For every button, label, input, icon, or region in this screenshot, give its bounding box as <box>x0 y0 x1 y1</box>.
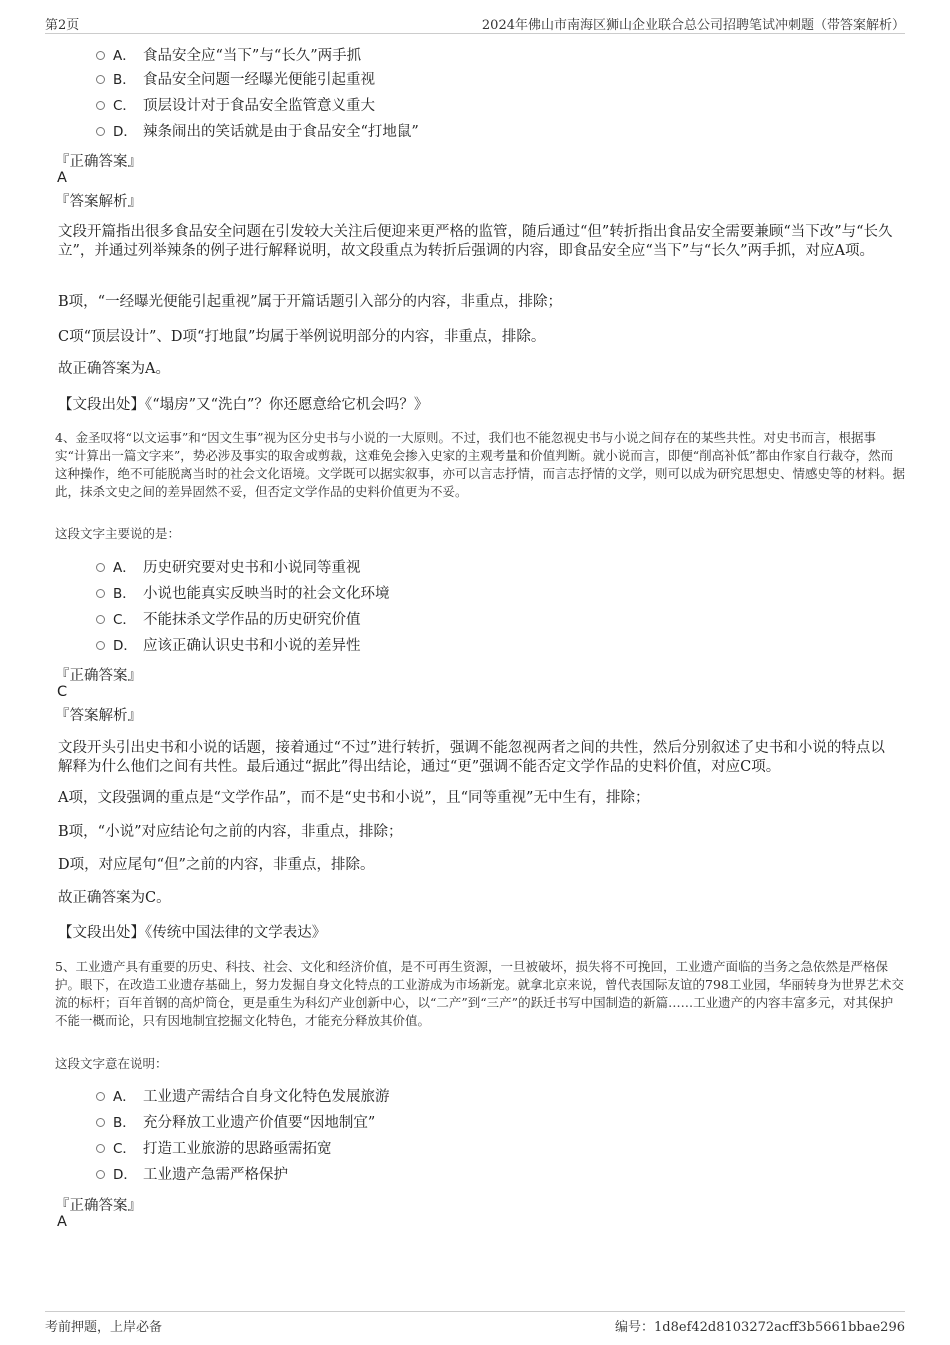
radio-icon[interactable] <box>96 1170 105 1179</box>
q4-correct-answer-label: 『正确答案』 <box>55 668 142 684</box>
q5-answer: A <box>57 1214 67 1230</box>
q5-question-text: 5、工业遗产具有重要的历史、科技、社会、文化和经济价值，是不可再生资源，一旦被破坏，损失将不可挽回，工业遗产面临的当务之急依然是严格保护。眼下，在改造工业遗存基础上，努力发掘自身文化特点的工业游成为市场新宠。就拿北京来说，曾代表国际友谊的798工业园，华丽转身为世界艺术交流的标杆；百年首钢的高炉筒仓，更是重生为科幻产业创新中心，以“二产”到“三产”的跃迁书写中国制造的新篇……工业遗产的内容丰富多元，对其保护不能一概而论，只有因地制宜挖掘文化特色，才能充分释放其价值。 <box>55 959 904 1028</box>
q3-option-c[interactable]: C． 顶层设计对于食品安全监管意义重大 <box>96 96 375 116</box>
radio-icon[interactable] <box>96 51 105 60</box>
q3-analysis-paragraph: C项“顶层设计”、D项“打地鼠”均属于举例说明部分的内容，非重点，排除。 <box>58 329 546 345</box>
q3-option-b[interactable]: B． 食品安全问题一经曝光便能引起重视 <box>96 70 375 90</box>
q5-option-c[interactable]: C． 打造工业旅游的思路亟需拓宽 <box>96 1139 332 1159</box>
radio-icon[interactable] <box>96 615 105 624</box>
radio-icon[interactable] <box>96 563 105 572</box>
q3-analysis-label: 『答案解析』 <box>55 194 142 210</box>
q3-option-d[interactable]: D． 辣条闹出的笑话就是由于食品安全“打地鼠” <box>96 122 419 142</box>
q5-option-b[interactable]: B． 充分释放工业遗产价值要“因地制宜” <box>96 1113 375 1133</box>
q4-option-b[interactable]: B． 小说也能真实反映当时的社会文化环境 <box>96 584 390 604</box>
q4-source: 【文段出处】《传统中国法律的文学表达》 <box>58 925 327 941</box>
radio-icon[interactable] <box>96 589 105 598</box>
q3-source: 【文段出处】《“塌房”又“洗白”？你还愿意给它机会吗？》 <box>58 397 429 413</box>
page-number: 第2页 <box>45 18 80 33</box>
radio-icon[interactable] <box>96 127 105 136</box>
q3-option-a[interactable]: A． 食品安全应“当下”与“长久”两手抓 <box>96 46 361 66</box>
q3-analysis-paragraph: B项，“一经曝光便能引起重视”属于开篇话题引入部分的内容，非重点，排除； <box>58 294 562 310</box>
q4-analysis-paragraph: 故正确答案为C。 <box>58 890 171 906</box>
radio-icon[interactable] <box>96 75 105 84</box>
q4-prompt: 这段文字主要说的是： <box>55 526 181 541</box>
q3-analysis-paragraph: 故正确答案为A。 <box>58 361 170 377</box>
q4-option-c[interactable]: C． 不能抹杀文学作品的历史研究价值 <box>96 610 361 630</box>
radio-icon[interactable] <box>96 101 105 110</box>
radio-icon[interactable] <box>96 641 105 650</box>
radio-icon[interactable] <box>96 1144 105 1153</box>
q4-analysis-paragraph: A项，文段强调的重点是“文学作品”，而不是“史书和小说”，且“同等重视”无中生有，排除； <box>58 790 650 806</box>
q5-prompt: 这段文字意在说明： <box>55 1056 168 1071</box>
q4-analysis-label: 『答案解析』 <box>55 708 142 724</box>
page-footer <box>45 1311 905 1333</box>
q4-option-a[interactable]: A． 历史研究要对史书和小说同等重视 <box>96 558 361 578</box>
document-title: 2024年佛山市南海区狮山企业联合总公司招聘笔试冲刺题（带答案解析） <box>481 18 905 33</box>
radio-icon[interactable] <box>96 1092 105 1101</box>
document-serial: 编号：1d8ef42d8103272acff3b5661bbae296 <box>615 1320 905 1335</box>
q3-correct-answer-label: 『正确答案』 <box>55 154 142 170</box>
q4-analysis-paragraph: B项，“小说”对应结论句之前的内容，非重点，排除； <box>58 824 403 840</box>
q4-option-d[interactable]: D． 应该正确认识史书和小说的差异性 <box>96 636 361 656</box>
q4-analysis-paragraph: 文段开头引出史书和小说的话题，接着通过“不过”进行转折，强调不能忽视两者之间的共性，然后分别叙述了史书和小说的特点以解释为什么他们之间有共性。最后通过“据此”得出结论，通过“更”强调不能否定文学作品的史料价值，对应C项。 <box>58 740 885 775</box>
q4-analysis-paragraph: D项，对应尾句“但”之前的内容，非重点，排除。 <box>58 857 375 873</box>
q4-question-text: 4、金圣叹将“以文运事”和“因文生事”视为区分史书与小说的一大原则。不过，我们也不能忽视史书与小说之间存在的某些共性。对史书而言，根据事实“计算出一篇文字来”，势必涉及事实的取舍或剪裁，这难免会掺入史家的主观考量和价值判断。就小说而言，即便“削高补低”都由作家自行裁夺，然而这种操作，绝不可能脱离当时的社会文化语境。文学既可以据实叙事，亦可以言志抒情，而言志抒情的文学，则可以成为研究思想史、情感史等的材料。据此，抹杀文史之间的差异固然不妥，但否定文学作品的史料价值更为不妥。 <box>55 430 906 499</box>
q5-option-a[interactable]: A． 工业遗产需结合自身文化特色发展旅游 <box>96 1087 390 1107</box>
footer-slogan: 考前押题，上岸必备 <box>45 1320 163 1335</box>
q5-correct-answer-label: 『正确答案』 <box>55 1198 142 1214</box>
radio-icon[interactable] <box>96 1118 105 1127</box>
q5-option-d[interactable]: D． 工业遗产急需严格保护 <box>96 1165 288 1185</box>
q3-analysis-paragraph: 文段开篇指出很多食品安全问题在引发较大关注后便迎来更严格的监管，随后通过“但”转折指出食品安全需要兼顾“当下改”与“长久立”，并通过列举辣条的例子进行解释说明，故文段重点为转折后强调的内容，即食品安全应“当下”与“长久”两手抓，对应A项。 <box>58 224 893 259</box>
q4-answer: C <box>57 684 68 700</box>
q3-answer: A <box>57 170 67 186</box>
page-header <box>45 12 905 34</box>
